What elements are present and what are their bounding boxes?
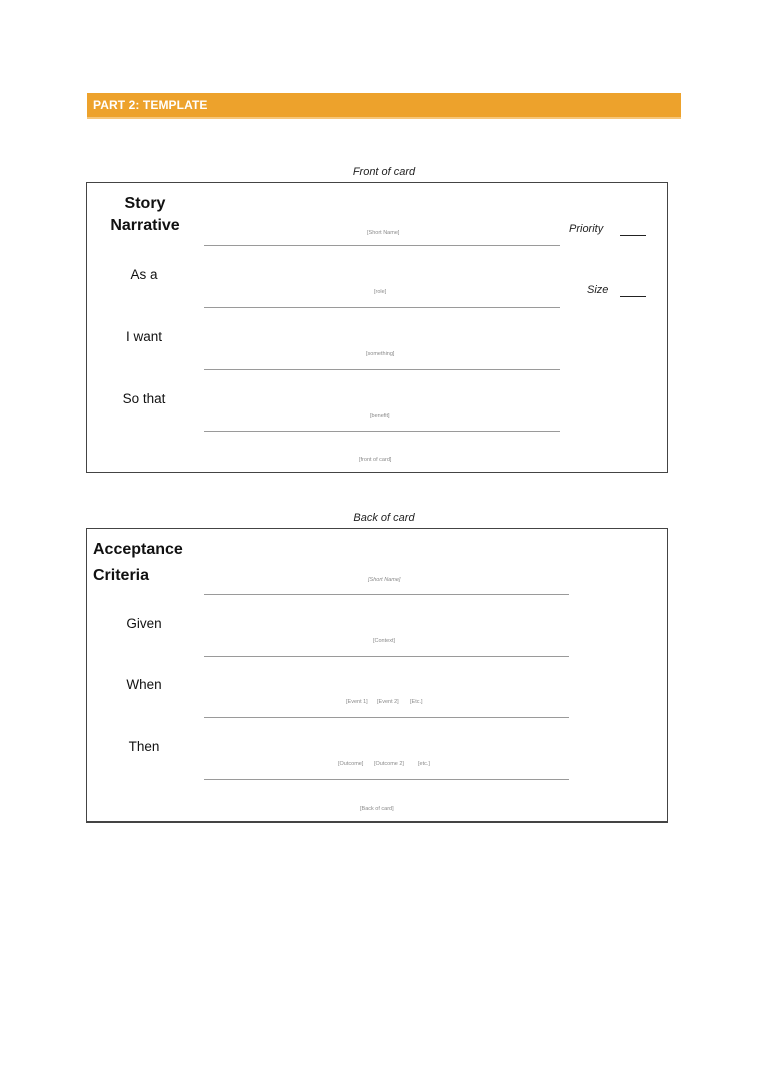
front-card-caption: Front of card xyxy=(352,166,416,178)
back-card-footer-hint: [Back of card] xyxy=(360,806,394,812)
as-a-label: As a xyxy=(130,267,158,282)
role-line[interactable] xyxy=(204,307,560,308)
short-name-hint: [Short Name] xyxy=(367,230,400,236)
something-hint: [something] xyxy=(366,351,395,357)
size-blank[interactable] xyxy=(620,296,646,297)
given-label: Given xyxy=(126,616,162,631)
front-card-title-line1: Story xyxy=(124,195,166,212)
events-line[interactable] xyxy=(204,717,569,718)
back-card-caption: Back of card xyxy=(353,512,415,524)
context-line[interactable] xyxy=(204,656,569,657)
back-card-title-line2: Criteria xyxy=(93,567,150,584)
outcome-1-hint: [Outcome] xyxy=(338,761,364,767)
section-header-bar xyxy=(87,93,681,119)
front-card-title xyxy=(95,193,195,237)
event-1-hint: [Event 1] xyxy=(346,699,368,705)
when-label: When xyxy=(126,677,162,692)
back-short-name-hint: [Short Name] xyxy=(368,577,401,583)
back-card xyxy=(86,528,668,823)
context-hint: [Context] xyxy=(373,638,396,644)
back-card-title-line1: Acceptance xyxy=(93,541,183,558)
short-name-line[interactable] xyxy=(204,245,560,246)
then-label: Then xyxy=(128,739,160,754)
section-title: PART 2: TEMPLATE xyxy=(93,98,208,112)
back-short-name-line[interactable] xyxy=(204,594,569,595)
i-want-label: I want xyxy=(125,329,163,344)
front-card xyxy=(86,182,668,473)
role-hint: [role] xyxy=(374,289,387,295)
benefit-line[interactable] xyxy=(204,431,560,432)
outcomes-line[interactable] xyxy=(204,779,569,780)
so-that-label: So that xyxy=(122,391,166,406)
front-card-title-line2: Narrative xyxy=(110,217,180,234)
priority-blank[interactable] xyxy=(620,235,646,236)
front-card-footer-hint: [front of card] xyxy=(359,457,392,463)
something-line[interactable] xyxy=(204,369,560,370)
event-2-hint: [Event 2] xyxy=(377,699,399,705)
outcome-2-hint: [Outcome 2] xyxy=(374,761,404,767)
event-etc-hint: [Etc.] xyxy=(410,699,423,705)
benefit-hint: [benefit] xyxy=(370,413,390,419)
size-label: Size xyxy=(587,284,609,296)
back-card-title xyxy=(93,537,183,589)
outcome-etc-hint: [etc.] xyxy=(418,761,430,767)
priority-label: Priority xyxy=(569,223,604,235)
